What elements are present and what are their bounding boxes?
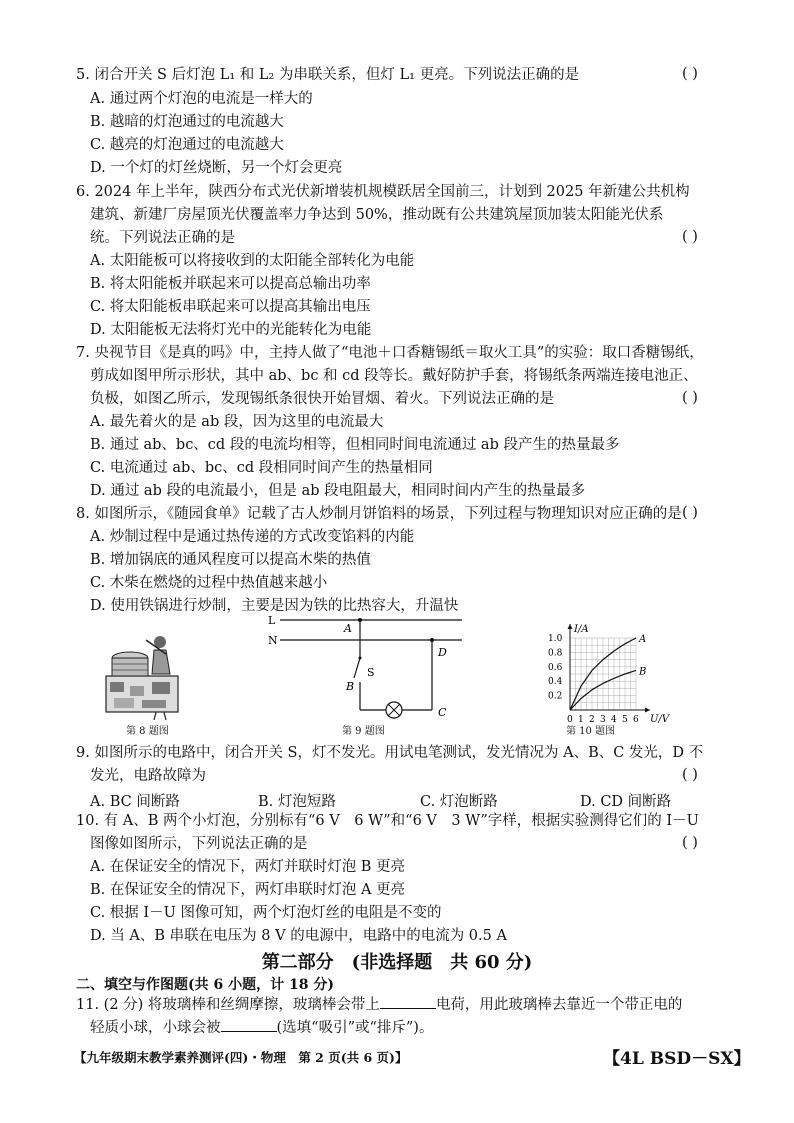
- q11-line-1: [76, 996, 682, 1014]
- q11-text-part1: 11. (2 分) 将玻璃棒和丝绸摩擦，玻璃棒会带上: [76, 997, 380, 1013]
- q10-option-c: C. 根据 I－U 图像可知，两个灯泡灯丝的电阻是不变的: [90, 905, 442, 921]
- chart-y-tick: 0.4: [548, 677, 563, 688]
- q10-option-b: B. 在保证安全的情况下，两灯串联时灯泡 A 更亮: [90, 882, 406, 898]
- q9-option-b: B. 灯泡短路: [258, 794, 336, 810]
- q10-option-a: A. 在保证安全的情况下，两灯并联时灯泡 B 更亮: [90, 859, 406, 875]
- q5-answer-bracket: ( ): [682, 66, 698, 82]
- q6-option-c: C. 将太阳能板串联起来可以提高其输出电压: [90, 299, 371, 315]
- fig8-caption: 第 8 题图: [126, 726, 169, 737]
- chart-series-label-b: B: [639, 666, 647, 678]
- q6-option-a: A. 太阳能板可以将接收到的太阳能全部转化为电能: [90, 253, 415, 269]
- chart-y-arrow: [568, 624, 573, 629]
- exam-code: 【4L BSD－SX】: [603, 1049, 751, 1069]
- section2-heading: 二、填空与作图题(共 6 小题，计 18 分): [76, 977, 334, 993]
- chart-x-tick: 0: [567, 715, 573, 725]
- q11-blank-1[interactable]: [380, 996, 436, 1009]
- q11-text-part4: (选填“吸引”或“排斥”)。: [276, 1020, 434, 1036]
- chart-y-label: I/A: [574, 624, 589, 635]
- q9-option-a: A. BC 间断路: [90, 794, 180, 810]
- chart-y-tick: 1.0: [548, 634, 563, 644]
- q11-text-part2: 电荷，用此玻璃棒去靠近一个带正电的: [435, 997, 683, 1013]
- q8-option-b: B. 增加锅底的通风程度可以提高木柴的热值: [90, 552, 371, 568]
- chart-y-tick: 0.6: [548, 662, 563, 673]
- q11-line-2: [90, 1019, 433, 1037]
- fig9-label-d: D: [438, 646, 447, 659]
- fig9-circuit-diagram: [262, 610, 472, 722]
- part2-title: 第二部分 (非选择题 共 60 分): [261, 952, 533, 973]
- chart-x-tick: 4: [611, 715, 617, 725]
- q7-option-b: B. 通过 ab、bc、cd 段的电流均相等，但相同时间电流通过 ab 段产生的热量最多: [90, 437, 620, 453]
- page-footer: 【九年级期末教学素养测评(四)・物理 第 2 页(共 6 页)】: [74, 1050, 408, 1065]
- q9-stem-line-1: 9. 如图所示的电路中，闭合开关 S，灯不发光。用试电笔测试，发光情况为 A、B、C 发光，D 不: [76, 745, 704, 761]
- chart-x-tick: 3: [600, 715, 606, 725]
- q6-option-b: B. 将太阳能板并联起来可以提高总输出功率: [90, 276, 371, 292]
- q6-answer-bracket: ( ): [682, 229, 698, 245]
- q7-option-a: A. 最先着火的是 ab 段，因为这里的电流最大: [90, 414, 384, 430]
- fig9-label-n: N: [268, 634, 278, 647]
- fig10-iu-chart: [540, 614, 690, 726]
- chart-x-label: U/V: [650, 714, 670, 725]
- q8-stem: 8. 如图所示，《随园食单》记载了古人炒制月饼馅料的场景，下列过程与物理知识对应正确的是: [76, 506, 682, 522]
- q6-stem-line-1: 6. 2024 年上半年，陕西分布式光伏新增装机规模跃居全国前三，计划到 2025 年新建公共机构: [76, 184, 690, 200]
- q11-blank-2[interactable]: [221, 1019, 277, 1032]
- chart-x-tick: 6: [633, 715, 639, 725]
- q6-option-d: D. 太阳能板无法将灯光中的光能转化为电能: [90, 322, 372, 338]
- q6-stem-line-2: 建筑、新建厂房屋顶光伏覆盖率力争达到 50%，推动既有公共建筑屋顶加装太阳能光伏系: [90, 207, 664, 223]
- q10-stem-line-2: 图像如图所示，下列说法正确的是: [90, 836, 308, 852]
- q8-answer-bracket: ( ): [682, 505, 698, 521]
- fig9-caption: 第 9 题图: [342, 726, 385, 737]
- chart-x-tick: 1: [578, 715, 584, 725]
- q9-answer-bracket: ( ): [682, 767, 698, 783]
- q7-option-c: C. 电流通过 ab、bc、cd 段相同时间产生的热量相同: [90, 460, 433, 476]
- q8-option-c: C. 木柴在燃烧的过程中热值越来越小: [90, 575, 328, 591]
- q11-text-part3: 轻质小球，小球会被: [90, 1020, 221, 1036]
- q5-stem: 5. 闭合开关 S 后灯泡 L₁ 和 L₂ 为串联关系，但灯 L₁ 更亮。下列说法正确的是: [76, 67, 580, 83]
- q7-stem-line-3: 负极，如图乙所示，发现锡纸条很快开始冒烟、着火。下列说法正确的是: [90, 391, 554, 407]
- q5-option-c: C. 越亮的灯泡通过的电流越大: [90, 137, 284, 153]
- chart-x-tick: 5: [622, 715, 628, 725]
- q7-stem-line-1: 7. 央视节目《是真的吗》中，主持人做了“电池＋口香糖锡纸＝取火工具”的实验：取口香糖锡纸，: [76, 345, 704, 361]
- chart-series-label-a: A: [639, 634, 647, 645]
- chart-y-tick: 0.2: [548, 691, 563, 702]
- q5-option-b: B. 越暗的灯泡通过的电流越大: [90, 114, 284, 130]
- q10-stem-line-1: 10. 有 A、B 两个小灯泡，分别标有“6 V 6 W”和“6 V 3 W”字样，根据实验测得它们的 I－U: [76, 813, 699, 829]
- fig9-label-c: C: [438, 706, 447, 719]
- fig9-label-l: L: [268, 614, 276, 627]
- q10-option-d: D. 当 A、B 串联在电压为 8 V 的电源中，电路中的电流为 0.5 A: [90, 928, 507, 944]
- fig9-label-a: A: [344, 622, 352, 635]
- q9-option-d: D. CD 间断路: [580, 794, 672, 810]
- q9-option-c: C. 灯泡断路: [420, 794, 498, 810]
- q8-option-d: D. 使用铁锅进行炒制，主要是因为铁的比热容大，升温快: [90, 598, 459, 614]
- fig10-caption: 第 10 题图: [566, 726, 616, 737]
- fig8-stove-illustration: [100, 628, 185, 720]
- q5-option-a: A. 通过两个灯泡的电流是一样大的: [90, 91, 313, 107]
- q6-stem-line-3: 统。下列说法正确的是: [90, 230, 235, 246]
- fig9-label-b: B: [346, 680, 355, 693]
- q10-answer-bracket: ( ): [682, 835, 698, 851]
- chart-x-tick: 2: [589, 715, 595, 725]
- q9-stem-line-2: 发光，电路故障为: [90, 768, 206, 784]
- q7-answer-bracket: ( ): [682, 390, 698, 406]
- q5-option-d: D. 一个灯的灯丝烧断，另一个灯会更亮: [90, 160, 343, 176]
- q8-option-a: A. 炒制过程中是通过热传递的方式改变馅料的内能: [90, 529, 415, 545]
- q7-stem-line-2: 剪成如图甲所示形状，其中 ab、bc 和 cd 段等长。戴好防护手套，将锡纸条两端连接电池正、: [90, 368, 698, 384]
- q7-option-d: D. 通过 ab 段的电流最小，但是 ab 段电阻最大，相同时间内产生的热量最多: [90, 483, 586, 499]
- chart-y-tick: 0.8: [548, 648, 563, 659]
- fig9-label-s: S: [367, 666, 375, 679]
- chart-x-arrow: [645, 708, 650, 713]
